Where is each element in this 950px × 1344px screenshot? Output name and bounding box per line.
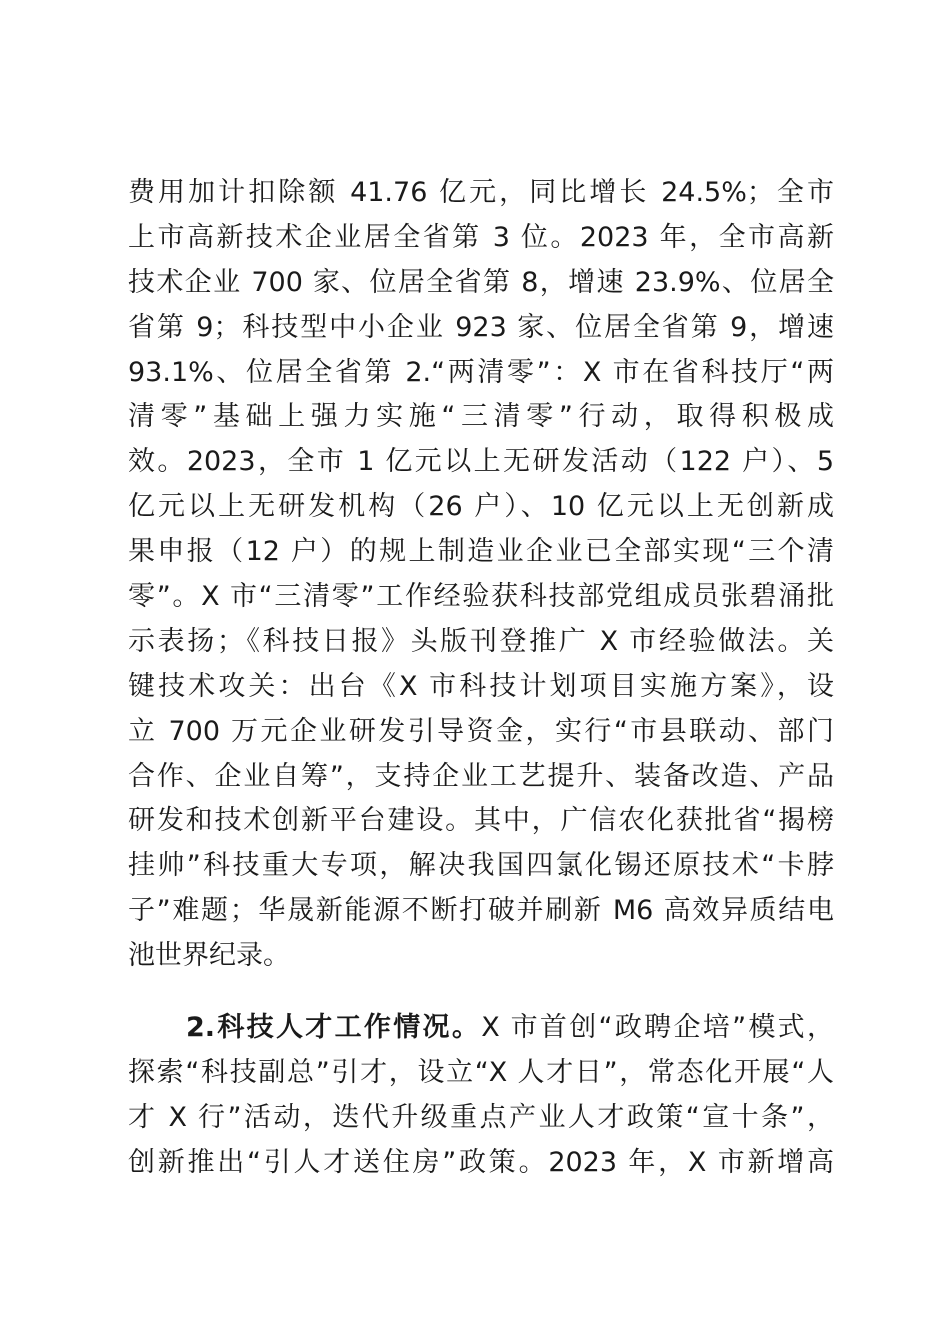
text-line: 才 X 行”活动，迭代升级重点产业人才政策“宣十条”， [128, 1101, 834, 1133]
paragraph-tech-enterprise-results [128, 171, 834, 979]
paragraph-tech-talent [128, 1006, 834, 1186]
text-line: 省第 9；科技型中小企业 923 家、位居全省第 9，增速 [128, 311, 834, 343]
text-line [128, 1006, 834, 1051]
text-line: 池世界纪录。 [128, 940, 290, 972]
text-line: 效。2023，全市 1 亿元以上无研发活动（122 户）、5 [128, 446, 834, 478]
text-line: 技术企业 700 家、位居全省第 8，增速 23.9%、位居全 [128, 266, 834, 298]
text-line: 费用加计扣除额 41.76 亿元，同比增长 24.5%；全市 [128, 177, 834, 208]
text-line: 键技术攻关：出台《X 市科技计划项目实施方案》，设 [128, 670, 834, 702]
paragraph-spacer [128, 979, 834, 1006]
document-body [128, 171, 834, 1186]
text-line: 挂帅”科技重大专项，解决我国四氯化锡还原技术“卡脖 [128, 850, 834, 882]
text-line: 清零”基础上强力实施“三清零”行动，取得积极成 [128, 401, 834, 433]
text-line: 子”难题；华晟新能源不断打破并刷新 M6 高效异质结电 [128, 895, 834, 927]
text-line: 上市高新技术企业居全省第 3 位。2023 年，全市高新 [128, 221, 834, 253]
heading-continuation: X 市首创“政聘企培”模式， [481, 1012, 835, 1044]
text-line: 立 700 万元企业研发引导资金，实行“市县联动、部门 [128, 715, 834, 747]
text-line: 果申报（12 户）的规上制造业企业已全部实现“三个清 [128, 536, 834, 568]
text-line: 零”。X 市“三清零”工作经验获科技部党组成员张碧涌批 [128, 581, 834, 613]
text-line: 93.1%、位居全省第 2.“两清零”：X 市在省科技厅“两 [128, 356, 834, 388]
section-heading: 2.科技人才工作情况。 [186, 1012, 482, 1044]
text-line: 研发和技术创新平台建设。其中，广信农化获批省“揭榜 [128, 805, 834, 837]
text-line: 示表扬；《科技日报》头版刊登推广 X 市经验做法。关 [128, 625, 834, 657]
text-line: 合作、企业自筹”，支持企业工艺提升、装备改造、产品 [128, 760, 834, 792]
text-line: 探索“科技副总”引才，设立“X 人才日”，常态化开展“人 [128, 1056, 834, 1088]
text-line: 创新推出“引人才送住房”政策。2023 年，X 市新增高 [128, 1146, 834, 1178]
text-line: 亿元以上无研发机构（26 户）、10 亿元以上无创新成 [128, 491, 834, 523]
